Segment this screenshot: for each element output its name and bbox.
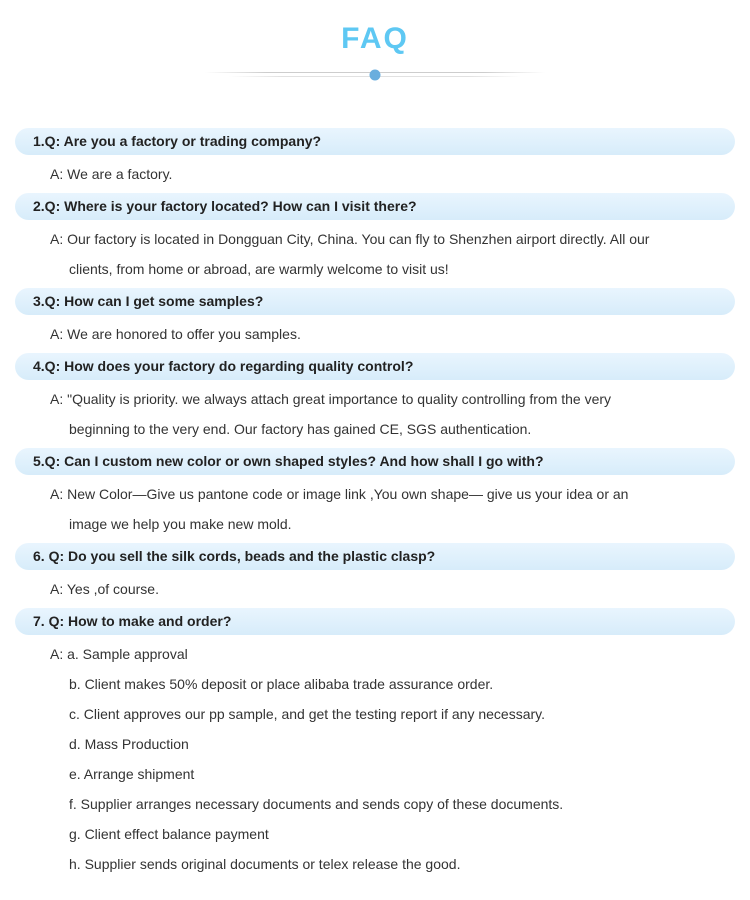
faq-item <box>0 288 750 349</box>
faq-answer-line: A: New Color—Give us pantone code or image link ,You own shape— give us your idea or an <box>50 486 629 502</box>
faq-answer-line: d. Mass Production <box>69 736 189 752</box>
faq-answer-line: A: Yes ,of course. <box>50 581 159 597</box>
faq-answer-line: clients, from home or abroad, are warmly welcome to visit us! <box>69 261 449 277</box>
faq-item <box>0 128 750 189</box>
faq-item <box>0 353 750 444</box>
faq-answer-line: A: We are a factory. <box>50 166 173 182</box>
faq-header <box>0 0 750 82</box>
faq-answer-line: h. Supplier sends original documents or telex release the good. <box>69 856 461 872</box>
faq-question: 5.Q: Can I custom new color or own shaped styles? And how shall I go with? <box>15 448 735 475</box>
faq-answer-line: g. Client effect balance payment <box>69 826 269 842</box>
faq-answer-line: A: Our factory is located in Dongguan City, China. You can fly to Shenzhen airport directly. All our <box>50 231 650 247</box>
divider-dot-icon <box>370 70 381 81</box>
faq-item <box>0 608 750 879</box>
faq-title: FAQ <box>341 22 409 55</box>
section-divider <box>205 68 545 82</box>
faq-list <box>0 82 750 900</box>
faq-question: 6. Q: Do you sell the silk cords, beads and the plastic clasp? <box>15 543 735 570</box>
faq-answer-line: beginning to the very end. Our factory has gained CE, SGS authentication. <box>69 421 532 437</box>
faq-answer-line: b. Client makes 50% deposit or place alibaba trade assurance order. <box>69 676 494 692</box>
faq-answer-line: f. Supplier arranges necessary documents and sends copy of these documents. <box>69 796 564 812</box>
faq-question: 4.Q: How does your factory do regarding quality control? <box>15 353 735 380</box>
faq-item <box>0 543 750 604</box>
faq-answer-line: e. Arrange shipment <box>69 766 195 782</box>
faq-question: 2.Q: Where is your factory located? How can I visit there? <box>15 193 735 220</box>
faq-answer-line: A: "Quality is priority. we always attach great importance to quality controlling from the very <box>50 391 612 407</box>
faq-answer-line: c. Client approves our pp sample, and get the testing report if any necessary. <box>69 706 545 722</box>
faq-item <box>0 448 750 539</box>
faq-question: 3.Q: How can I get some samples? <box>15 288 735 315</box>
faq-answer-line: A: We are honored to offer you samples. <box>50 326 301 342</box>
faq-answer-line: A: a. Sample approval <box>50 646 188 662</box>
faq-answer-line: image we help you make new mold. <box>69 516 292 532</box>
faq-question: 7. Q: How to make and order? <box>15 608 735 635</box>
faq-question: 1.Q: Are you a factory or trading company? <box>15 128 735 155</box>
faq-item <box>0 193 750 284</box>
